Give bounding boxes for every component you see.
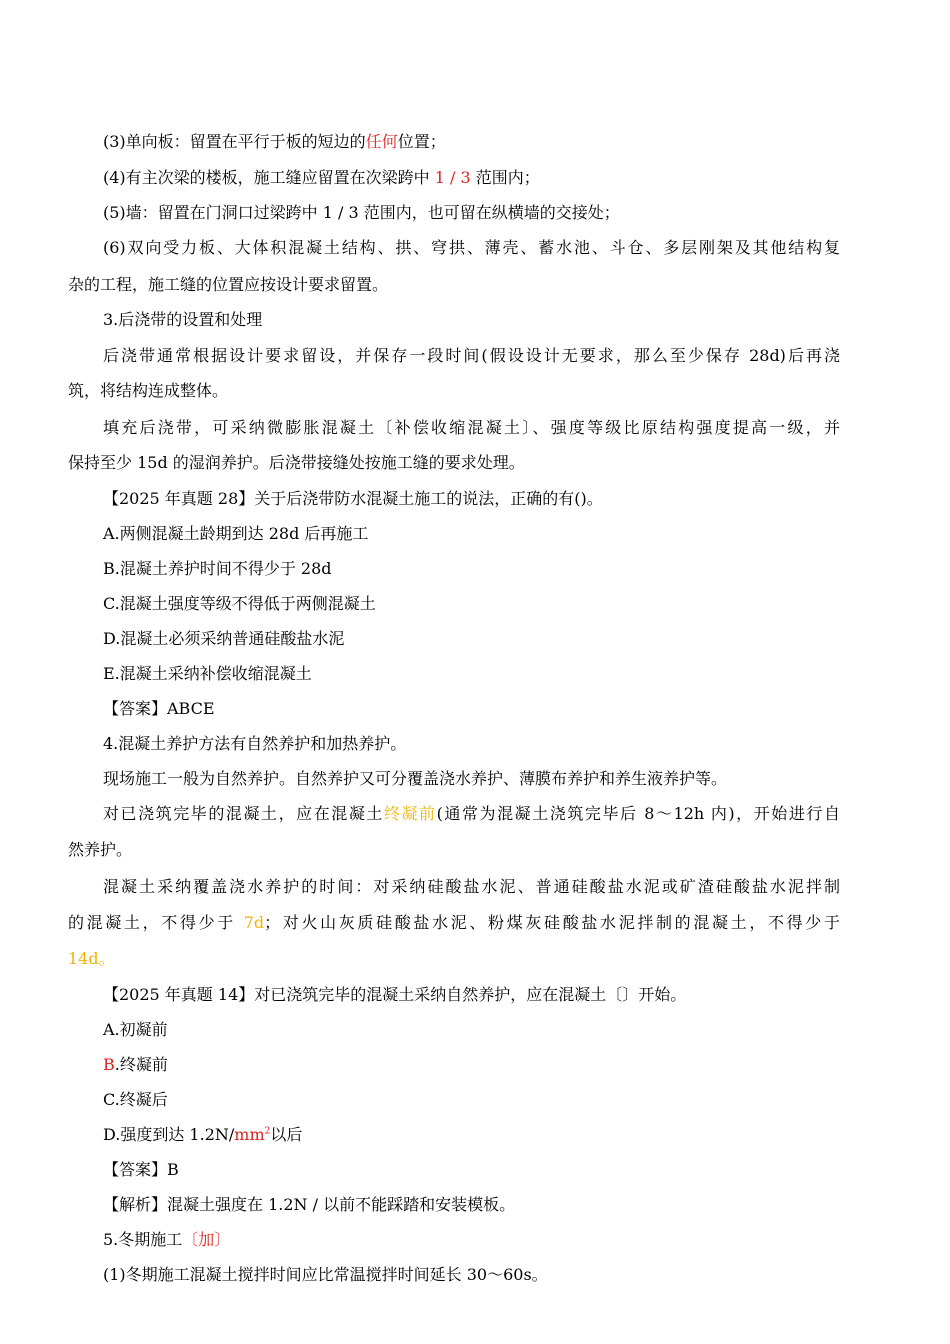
- text-line: 混凝土采纳覆盖浇水养护的时间：对采纳硅酸盐水泥、普通硅酸盐水泥或矿渣硅酸盐水泥拌制: [103, 877, 840, 896]
- highlight-amber: 7d: [243, 913, 265, 932]
- option-d: D.混凝土必须采纳普通硅酸盐水泥: [103, 629, 345, 648]
- analysis: 【解析】混凝土强度在 1.2N / 以前不能踩踏和安装模板。: [103, 1195, 516, 1214]
- section-heading: 3.后浇带的设置和处理: [103, 310, 263, 329]
- option-a: A.初凝前: [103, 1020, 168, 1039]
- highlight-red: mm: [234, 1125, 265, 1144]
- text-line: 的混凝土，不得少于 7d；对火山灰质硅酸盐水泥、粉煤灰硅酸盐水泥拌制的混凝土，不得少于: [68, 913, 840, 932]
- highlight-red: 1 / 3: [434, 168, 471, 187]
- question-title: 【2025 年真题 28】关于后浇带防水混凝土施工的说法，正确的有()。: [103, 489, 603, 508]
- text-line: (6)双向受力板、大体积混凝土结构、拱、穹拱、薄壳、蓄水池、斗仓、多层刚架及其他结构复: [103, 238, 840, 257]
- text-line: 保持至少 15d 的湿润养护。后浇带接缝处按施工缝的要求处理。: [68, 453, 525, 472]
- text-line: 对已浇筑完毕的混凝土，应在混凝土终凝前(通常为混凝土浇筑完毕后 8～12h 内)，开始进行自: [103, 804, 840, 823]
- option-a: A.两侧混凝土龄期到达 28d 后再施工: [103, 524, 369, 543]
- highlight-red: B: [103, 1055, 115, 1074]
- highlight-red: 〔加〕: [182, 1230, 231, 1249]
- option-b: B.混凝土养护时间不得少于 28d: [103, 559, 332, 578]
- text-line: (4)有主次梁的楼板，施工缝应留置在次梁跨中 1 / 3 范围内；: [103, 168, 540, 187]
- text-line: (3)单向板：留置在平行于板的短边的任何位置；: [103, 132, 446, 151]
- highlight-amber: 终凝前: [383, 804, 437, 823]
- question-title: 【2025 年真题 14】对已浇筑完毕的混凝土采纳自然养护，应在混凝土〔〕开始。: [103, 985, 687, 1004]
- option-e: E.混凝土采纳补偿收缩混凝土: [103, 664, 312, 683]
- highlight-red: 任何: [365, 132, 398, 151]
- answer: 【答案】ABCE: [103, 699, 215, 718]
- superscript: 2: [264, 1126, 271, 1137]
- text-line: (5)墙：留置在门洞口过梁跨中 1 / 3 范围内，也可留在纵横墙的交接处；: [103, 203, 620, 222]
- highlight-amber: 14d。: [68, 949, 115, 968]
- text-line: 填充后浇带，可采纳微膨胀混凝土〔补偿收缩混凝土〕、强度等级比原结构强度提高一级，并: [103, 418, 840, 437]
- option-b: B.终凝前: [103, 1055, 168, 1074]
- answer: 【答案】B: [103, 1160, 179, 1179]
- option-c: C.终凝后: [103, 1090, 168, 1109]
- text-line: 筑，将结构连成整体。: [68, 381, 229, 400]
- option-d: D.强度到达 $1.2N/mm^2$以后: [103, 1125, 303, 1144]
- option-c: C.混凝土强度等级不得低于两侧混凝土: [103, 594, 376, 613]
- section-heading: 5.冬期施工〔加〕: [103, 1230, 231, 1249]
- text-line: 现场施工一般为自然养护。自然养护又可分覆盖浇水养护、薄膜布养护和养生液养护等。: [103, 769, 728, 788]
- text-line: 杂的工程，施工缝的位置应按设计要求留置。: [68, 275, 389, 294]
- text-line: 后浇带通常根据设计要求留设，并保存一段时间(假设设计无要求，那么至少保存 28d)后再浇: [103, 346, 840, 365]
- text-line: (1)冬期施工混凝土搅拌时间应比常温搅拌时间延长 30～60s。: [103, 1265, 548, 1284]
- text-line: 然养护。: [68, 840, 133, 859]
- section-heading: 4.混凝土养护方法有自然养护和加热养护。: [103, 734, 407, 753]
